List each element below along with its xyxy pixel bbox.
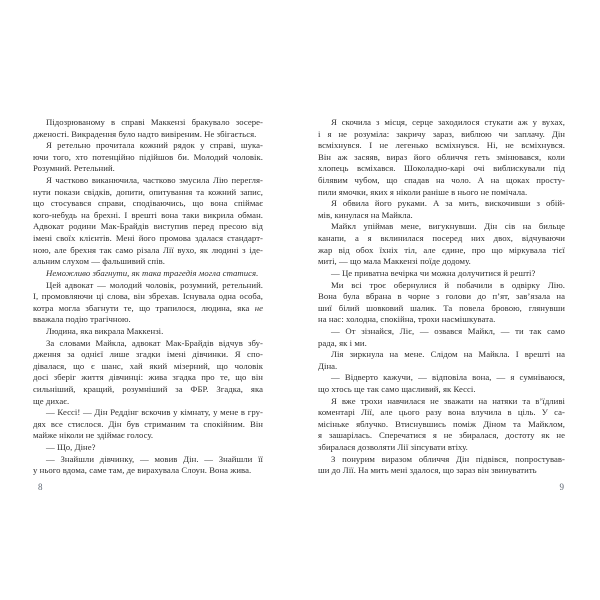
- text-line: Майкл упіймав мене, вигукнувши. Дін сів на бильце: [331, 221, 565, 232]
- text-line: Підозрюваному в справі Маккензі бракувало зосере-: [46, 117, 263, 127]
- text-line: Я вже трохи навчилася не зважати на натяки та в’їдливі: [331, 395, 565, 406]
- text-line: Неможливо збагнути, як така трагедія могла статися.: [46, 267, 259, 278]
- text-line: я зашарілась. Сперечатися я не збиралася, достоту як не: [318, 430, 565, 441]
- text-line: Я обвила його руками. А за мить, вискочивши з обій-: [331, 198, 565, 209]
- text-line: миті, — що мала Маккензі поїде додому.: [318, 256, 471, 267]
- text-line: — От зізнайся, Ліє, — озвався Майкл, — ти так само: [331, 325, 565, 336]
- text-line: шиї білий шовковий шалик. Та повела бровою, глянувши: [318, 302, 565, 313]
- text-line: дження за однієї лише згадки імені дівчинки. Я спо-: [33, 349, 263, 360]
- text-line: досі зберіг життя дівчинці: жива згадка про те, що він: [33, 372, 263, 383]
- text-line: Вона була вбрана в чорне з голови до п’ят, зав’язала на: [318, 291, 565, 302]
- text-line: Цей адвокат — молодий чоловік, розумний, ретельний.: [46, 279, 263, 290]
- text-line: дівалася, що є шанс, хай який мізерний, що чоловік: [33, 360, 263, 371]
- text-line: на нас: холодна, спокійна, трохи насмішкувата.: [318, 314, 496, 325]
- text-line: жар від обох їхніх тіл, але єдине, про що міркувала тієї: [318, 244, 565, 255]
- text-line: — Знайшли дівчинку, — мовив Дін. — Знайшли її: [46, 453, 263, 464]
- text-line: Лія зиркнула на мене. Слідом на Майкла. І врешті на: [331, 349, 565, 360]
- text-line: всміхнувся. І не легенько всміхнувся. Ні, не всміхнувся.: [318, 140, 565, 151]
- text-line: ючи того, хто потенційно підійшов би. Молодий чоловік.: [33, 151, 263, 162]
- text-line: рада, як і ми.: [318, 337, 367, 348]
- text-line: білявим чубом, що спадав на чоло. А на щоках просту-: [318, 175, 565, 186]
- text-line: Діна.: [318, 360, 338, 371]
- text-line: збиралася дозволяти Лії зіпсувати втіху.: [318, 442, 468, 453]
- text-line: З понурим виразом обличчя Дін підвівся, попростував-: [331, 453, 565, 464]
- text-line: — Кессі! — Дін Реддінг вскочив у кімнату, у мене в гру-: [46, 407, 263, 418]
- text-line: Адвокат родини Мак-Брайдів виступив перед пресою від: [33, 221, 263, 232]
- text-line: що стосувався справи, сподіваючись, що вона спіймає: [33, 198, 263, 209]
- text-line: канапи, а я вклинилася посеред них двох, відчуваючи: [318, 233, 565, 244]
- text-line: дях все стислося. Дін був стриманим та спокійним. Він: [33, 418, 263, 429]
- text-line: Я частково виканючила, частково змусила Лію перегля-: [46, 175, 263, 186]
- text-line: альним слухом — фальшивий спів.: [33, 256, 165, 267]
- text-line: За словами Майкла, адвокат Мак-Брайдів відчув збу-: [46, 337, 263, 348]
- text-line: вважала подію трагічною.: [33, 314, 131, 325]
- text-line: майже ніколи не здіймає голосу.: [33, 430, 154, 441]
- text-line: і я не розуміла: закричу зараз, виблюю чи заплачу. Дін: [318, 128, 565, 139]
- text-line: дженості. Викрадення було надто вивіреним. Не збігається.: [33, 128, 257, 139]
- text-line: у нього вдома, саме там, де вирахувала Слоун. Вона жива.: [33, 465, 252, 476]
- text-line: — Відверто кажучи, — відповіла вона, — я сумніваюся,: [331, 372, 565, 383]
- page-number-right: 9: [559, 482, 564, 492]
- text-line: хлопець всміхався. Шоколадно-карі очі виблискували під: [318, 163, 565, 174]
- text-line: — Це приватна вечірка чи можна долучитися й решті?: [331, 267, 536, 278]
- left-page-text-column: [33, 117, 263, 477]
- text-line: коментарі Лії, але цього разу вона влучила в ціль. У са-: [318, 407, 565, 418]
- text-line: І, промовляючи ці слова, він збрехав. Існувала одна особа,: [33, 291, 263, 302]
- text-line: Він аж засяяв, вираз його обличчя геть змінювався, коли: [318, 151, 565, 162]
- right-page-text-column: [318, 117, 565, 477]
- text-line: Розумний. Ретельний.: [33, 163, 115, 174]
- text-line: імені своїх клієнтів. Мені його промова здалася стандарт-: [33, 233, 263, 244]
- text-line: Я скочила з місця, серце заходилося стукати аж у вухах,: [331, 117, 565, 127]
- text-line: — Що, Діне?: [46, 442, 96, 453]
- text-line: Ми всі троє обернулися й побачили в одвірку Лію.: [331, 279, 565, 290]
- text-line: нути покази свідків, допити, опитування та кожний запис,: [33, 186, 263, 197]
- text-line: пили ямочки, яких я ніколи раніше в нього не помічала.: [318, 186, 528, 197]
- text-line: Людина, яка викрала Маккензі.: [46, 325, 164, 336]
- text-line: ще дихає.: [33, 395, 70, 406]
- text-line: мів, кинулася на Майкла.: [318, 209, 413, 220]
- text-line: ши до Лії. На мить мені здалося, що зараз він звинуватить: [318, 465, 537, 476]
- text-line: котра могла збагнути те, що трапилося, людина, яка не: [33, 302, 263, 313]
- text-line: сильніший, кращий, розумніший за ФБР. Згадка, яка: [33, 384, 263, 395]
- text-line: місіньке яблучко. Втиснувшись поміж Діном та Майклом,: [318, 418, 565, 429]
- text-line: що хтось ще так само щасливий, як Кессі.: [318, 384, 476, 395]
- text-line: Я ретельно прочитала кожний рядок у справі, шука-: [46, 140, 263, 151]
- text-line: кого-небудь на брехні. І врешті вона таки викрила обман.: [33, 209, 263, 220]
- text-line: ною, але брехня так само різала Лії вухо, як людині з іде-: [33, 244, 263, 255]
- page-number-left: 8: [38, 482, 43, 492]
